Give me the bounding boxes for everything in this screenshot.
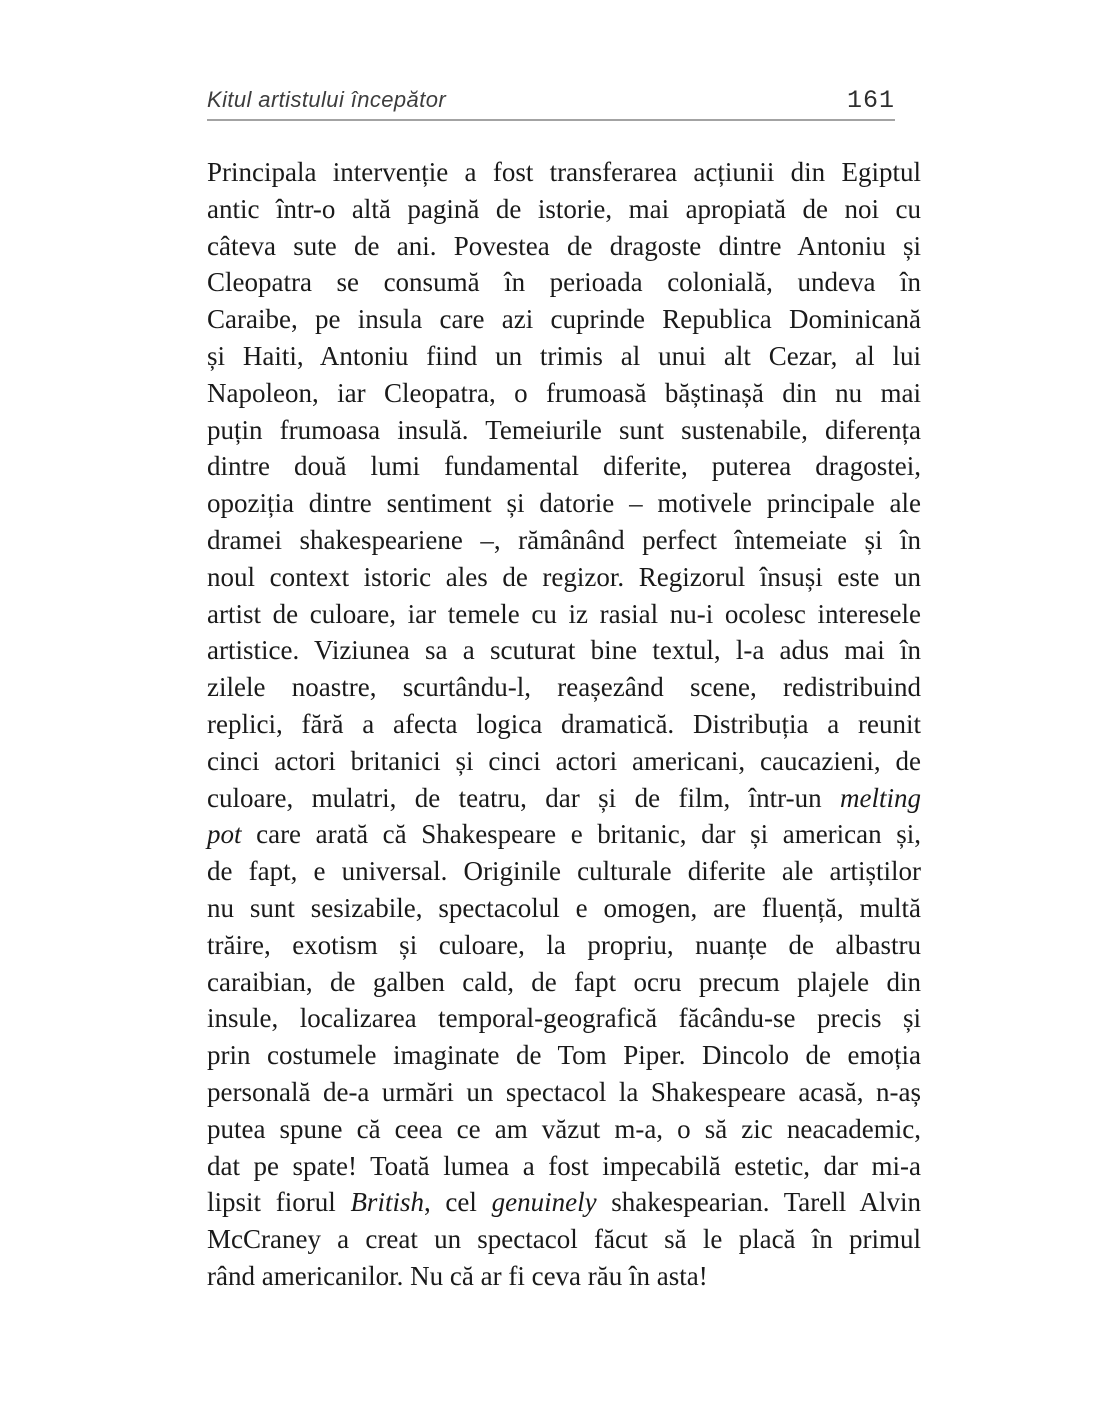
text-line: artistice. Viziunea sa a scuturat bine textul, l-a adus mai în — [207, 635, 921, 666]
text-line: opoziția dintre sentiment și datorie – motivele principale ale — [207, 488, 921, 519]
text-line: Caraibe, pe insula care azi cuprinde Republica Dominicană — [207, 304, 921, 335]
text-line: antic într-o altă pagină de istorie, mai apropiată de noi cu — [207, 193, 921, 224]
text-line: culoare, mulatri, de teatru, dar și de film, într-un melting — [207, 782, 921, 813]
text-line: puțin frumoasa insulă. Temeiurile sunt sustenabile, diferența — [207, 414, 921, 445]
text-line: dintre două lumi fundamental diferite, puterea dragostei, — [207, 451, 921, 482]
text-line: nu sunt sesizabile, spectacolul e omogen, are fluență, multă — [207, 892, 921, 923]
text-line: putea spune că ceea ce am văzut m-a, o să zic neacademic, — [207, 1113, 921, 1144]
text-line: personală de-a urmări un spectacol la Shakespeare acasă, n-aș — [207, 1076, 921, 1107]
text-line: McCraney a creat un spectacol făcut să le placă în primul — [207, 1224, 921, 1255]
text-line: Principala intervenție a fost transferarea acțiunii din Egiptul — [207, 157, 921, 187]
text-line: rând americanilor. Nu că ar fi ceva rău în asta! — [207, 1260, 708, 1291]
text-line: zilele noastre, scurtându-l, reașezând scene, redistribuind — [207, 672, 921, 703]
text-line: trăire, exotism și culoare, la propriu, nuanțe de albastru — [207, 929, 921, 960]
text-line: Cleopatra se consumă în perioada colonială, undeva în — [207, 267, 921, 298]
text-line: noul context istoric ales de regizor. Regizorul însuși este un — [207, 561, 921, 592]
text-line: dat pe spate! Toată lumea a fost impecabilă estetic, dar mi-a — [207, 1150, 921, 1181]
text-line: și Haiti, Antoniu fiind un trimis al unui alt Cezar, al lui — [207, 340, 921, 371]
text-line: artist de culoare, iar temele cu iz rasial nu-i ocolesc interesele — [207, 598, 921, 629]
text-line: prin costumele imaginate de Tom Piper. Dincolo de emoția — [207, 1040, 921, 1071]
text-line: lipsit fiorul British, cel genuinely shakespearian. Tarell Alvin — [207, 1187, 921, 1218]
text-line: Napoleon, iar Cleopatra, o frumoasă băștinașă din nu mai — [207, 377, 921, 408]
text-line: insule, localizarea temporal-geografică făcându-se precis și — [207, 1003, 921, 1034]
page-header — [207, 86, 895, 115]
text-line: caraibian, de galben cald, de fapt ocru precum plajele din — [207, 966, 921, 997]
paragraph — [207, 154, 921, 1295]
header-rule — [207, 119, 895, 121]
running-title: Kitul artistului începător — [207, 87, 447, 112]
text-line: replici, fără a afecta logica dramatică. Distribuția a reunit — [207, 708, 921, 739]
page-number: 161 — [846, 86, 895, 115]
text-line: câteva sute de ani. Povestea de dragoste dintre Antoniu și — [207, 230, 921, 261]
text-line: cinci actori britanici și cinci actori americani, caucazieni, de — [207, 745, 921, 776]
text-line: de fapt, e universal. Originile culturale diferite ale artiștilor — [207, 856, 921, 887]
text-line: pot care arată că Shakespeare e britanic, dar și american și, — [207, 819, 921, 850]
text-line: dramei shakespeariene –, rămânând perfect întemeiate și în — [207, 524, 921, 555]
